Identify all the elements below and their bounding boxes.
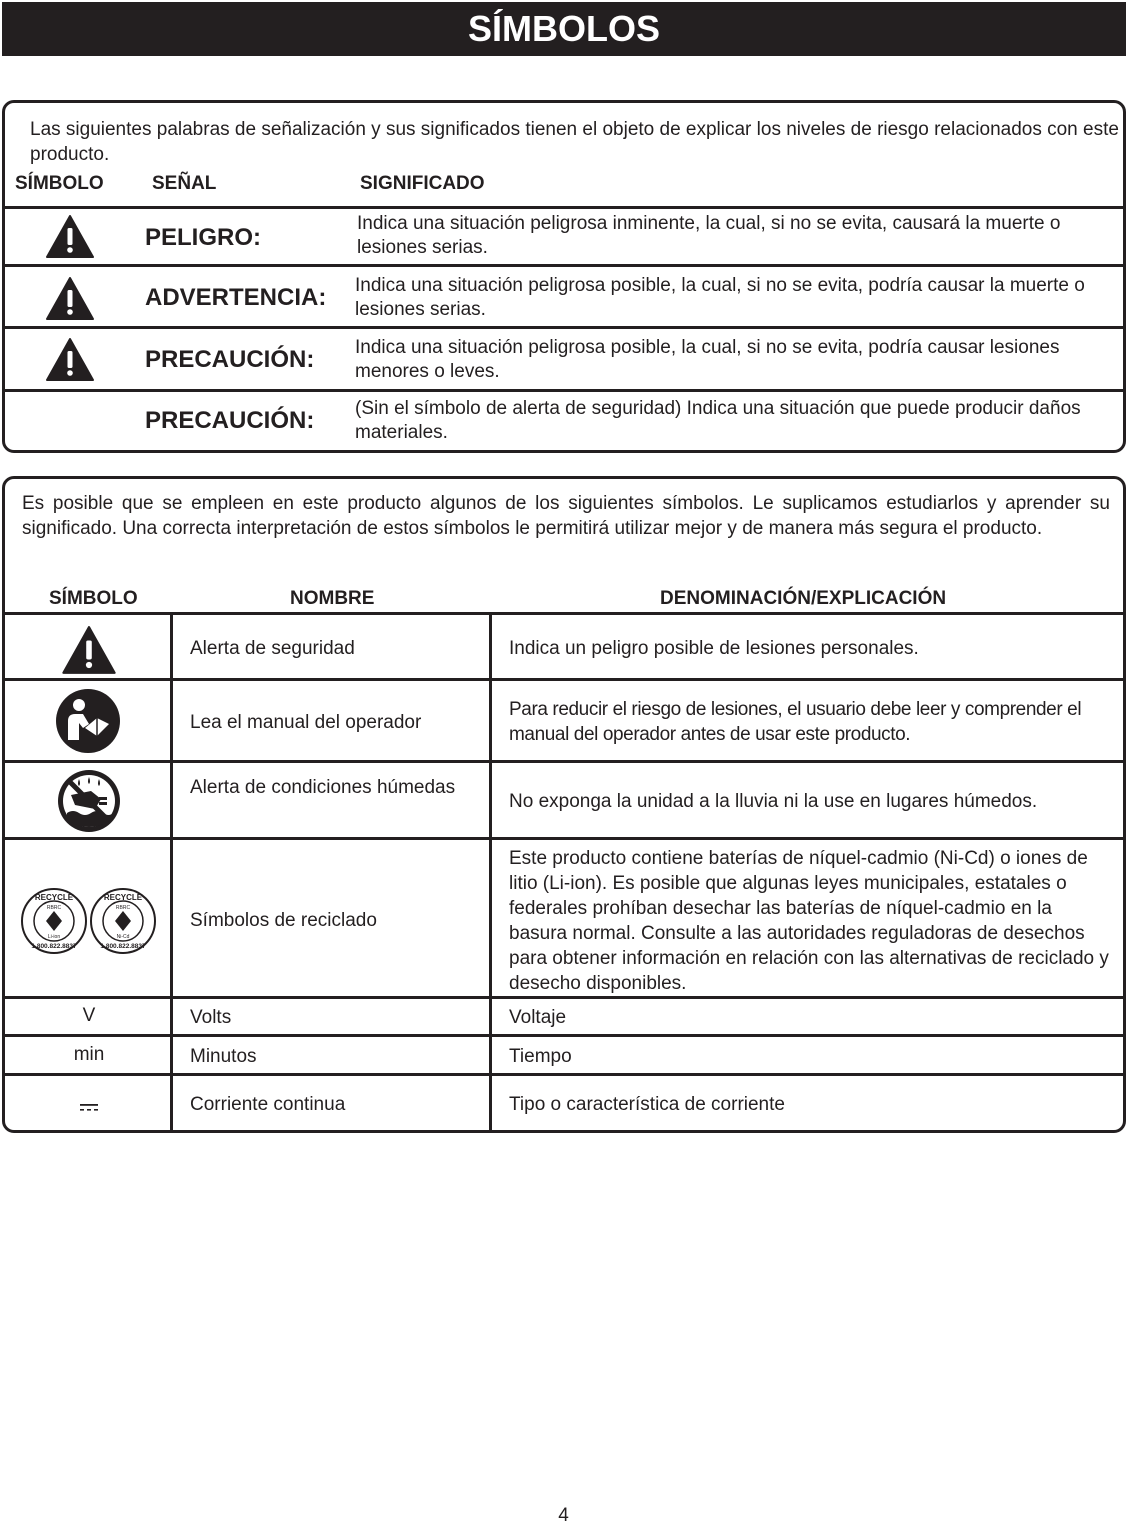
- signal-label: PELIGRO:: [145, 224, 262, 251]
- signal-meaning: (Sin el símbolo de alerta de seguridad) Indica una situación que puede producir daños materiales.: [355, 398, 1081, 443]
- signal-meaning: Indica una situación peligrosa posible, la cual, si no se evita, podría causar lesiones menores o leves.: [355, 337, 1060, 382]
- symbol-explanation: Este producto contiene baterías de níquel-cadmio (Ni-Cd) o iones de litio (Li-ion). Es posible que algunas leyes municipales, estatales o federales prohíban desechar las baterías de níquel-cadmio en la basura normal. Consulte a las autoridades reguladoras de desechos para obtener información en relación con las alternativas de reciclado y desecho disponibles.: [509, 848, 1109, 994]
- signal-label: PRECAUCIÓN:: [145, 346, 315, 373]
- seal-chem-text: Li-ion: [47, 934, 61, 940]
- symbol-name: Minutos: [190, 1046, 257, 1067]
- signal-meaning: Indica una situación peligrosa inminente, la cual, si no se evita, causará la muerte o lesiones serias.: [357, 213, 1061, 258]
- symbol-name: Corriente continua: [190, 1094, 346, 1115]
- seal-phone-text: 1.800.822.8837: [31, 943, 77, 950]
- symbol-explanation: Para reducir el riesgo de lesiones, el usuario debe leer y comprender el manual del operador antes de usar este producto.: [509, 699, 1082, 745]
- warning-triangle-icon: [45, 337, 95, 382]
- signal-meaning: Indica una situación peligrosa posible, la cual, si no se evita, podría causar la muerte o lesiones serias.: [355, 275, 1085, 320]
- symbols-header-name: NOMBRE: [290, 588, 375, 609]
- signal-header-signal: SEÑAL: [152, 173, 217, 194]
- symbols-header-explanation: DENOMINACIÓN/EXPLICACIÓN: [660, 588, 947, 609]
- signal-header-symbol: SÍMBOLO: [15, 173, 104, 194]
- seal-recycle-text: RECYCLE: [34, 893, 74, 902]
- symbol-explanation: No exponga la unidad a la lluvia ni la use en lugares húmedos.: [509, 791, 1038, 812]
- seal-chem-text: Ni-Cd: [116, 934, 130, 940]
- symbol-explanation: Tipo o característica de corriente: [509, 1094, 785, 1115]
- signal-intro: Las siguientes palabras de señalización y sus significados tienen el objeto de explicar los niveles de riesgo relacionados con este producto.: [30, 119, 1119, 165]
- seal-rbrc-text: RBRC: [115, 905, 131, 911]
- symbols-table: [2, 476, 1126, 1133]
- page-number: 4: [558, 1505, 569, 1526]
- symbol-name: Lea el manual del operador: [190, 712, 422, 733]
- page-title: SÍMBOLOS: [2, 2, 1126, 56]
- warning-triangle-icon: [61, 625, 117, 675]
- warning-triangle-icon: [45, 214, 95, 259]
- read-manual-icon: [55, 688, 121, 754]
- wet-conditions-icon: [57, 769, 121, 833]
- signal-label: ADVERTENCIA:: [145, 284, 327, 311]
- symbol-explanation: Indica un peligro posible de lesiones personales.: [509, 638, 919, 659]
- symbols-intro: Es posible que se empleen en este producto algunos de los siguientes símbolos. Le suplicamos estudiarlos y aprender su significado. Una correcta interpretación de estos símbolos le permitirá utilizar mejor y de manera más segura el producto.: [22, 493, 1110, 539]
- symbol-name: Alerta de condiciones húmedas: [190, 777, 456, 798]
- symbol-name: Alerta de seguridad: [190, 638, 355, 659]
- warning-triangle-icon: [45, 276, 95, 321]
- signal-header-meaning: SIGNIFICADO: [360, 173, 485, 194]
- symbol-explanation: Voltaje: [509, 1007, 567, 1028]
- symbol-text: V: [82, 1005, 96, 1026]
- recycle-seal-icon: [89, 887, 157, 955]
- signal-words-table: [2, 100, 1126, 453]
- symbol-text: min: [73, 1044, 105, 1065]
- seal-recycle-text: RECYCLE: [103, 893, 143, 902]
- symbol-name: Símbolos de reciclado: [190, 910, 377, 931]
- seal-phone-text: 1.800.822.8837: [100, 943, 146, 950]
- direct-current-icon: [79, 1103, 99, 1113]
- symbol-explanation: Tiempo: [509, 1046, 572, 1067]
- recycle-seal-icon: [20, 887, 88, 955]
- signal-label: PRECAUCIÓN:: [145, 407, 315, 434]
- seal-rbrc-text: RBRC: [46, 905, 62, 911]
- symbol-name: Volts: [190, 1007, 232, 1028]
- symbols-header-symbol: SÍMBOLO: [49, 588, 138, 609]
